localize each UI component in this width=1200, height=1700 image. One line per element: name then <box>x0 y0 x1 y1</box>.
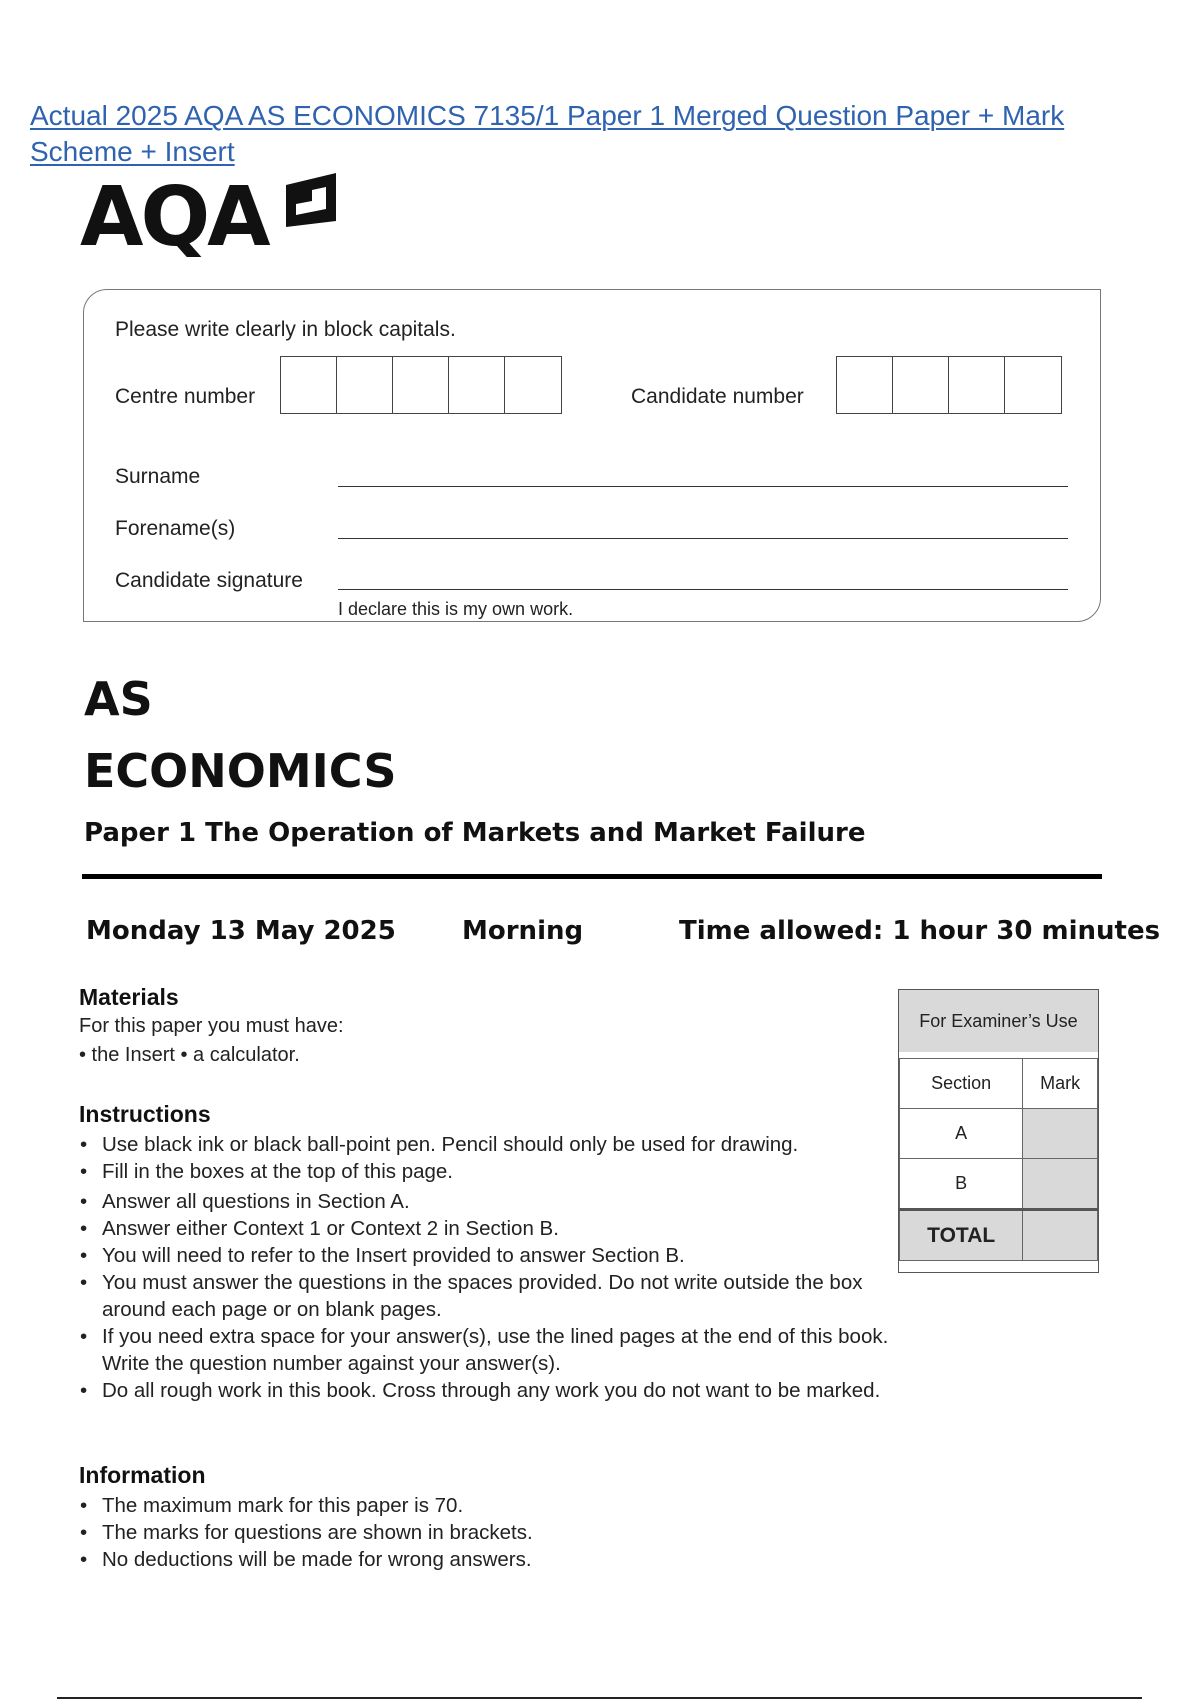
candidate-number-digit[interactable] <box>949 357 1005 413</box>
total-mark-cell <box>1023 1210 1098 1261</box>
exam-session: Morning <box>462 916 584 946</box>
candidate-number-boxes[interactable] <box>836 356 1062 414</box>
time-allowed: Time allowed: 1 hour 30 minutes <box>679 916 1161 946</box>
list-item: • Answer either Context 1 or Context 2 in Section B. <box>78 1215 908 1242</box>
centre-number-digit[interactable] <box>393 357 449 413</box>
examiner-use-table <box>898 989 1099 1273</box>
list-item: • Answer all questions in Section A. <box>78 1188 908 1215</box>
section-a-mark-cell <box>1023 1109 1098 1159</box>
candidate-number-label: Candidate number <box>631 385 804 408</box>
information-list <box>78 1492 838 1573</box>
centre-number-digit[interactable] <box>337 357 393 413</box>
materials-intro: For this paper you must have: <box>79 1015 344 1037</box>
centre-number-digit[interactable] <box>281 357 337 413</box>
list-item: • If you need extra space for your answer(s), use the lined pages at the end of this book. Write the question number against your answer(s). <box>78 1323 932 1377</box>
section-column-header: Section <box>900 1059 1023 1109</box>
information-heading: Information <box>79 1462 206 1488</box>
aqa-flag-logo-icon <box>282 171 342 229</box>
centre-number-label: Centre number <box>115 385 256 408</box>
section-b-label: B <box>900 1159 1023 1210</box>
page-footer-rule <box>57 1697 1142 1699</box>
logo-text: AQA <box>80 170 268 265</box>
qualification-level: AS <box>84 672 153 726</box>
surname-label: Surname <box>115 465 201 488</box>
candidate-number-digit[interactable] <box>1005 357 1061 413</box>
centre-number-boxes[interactable] <box>280 356 562 414</box>
list-item: • Fill in the boxes at the top of this page. <box>78 1158 908 1185</box>
forenames-field[interactable] <box>338 538 1068 539</box>
list-item: • Use black ink or black ball-point pen. Pencil should only be used for drawing. <box>78 1131 908 1158</box>
materials-items: • the Insert • a calculator. <box>79 1044 300 1066</box>
list-item: • No deductions will be made for wrong answers. <box>78 1546 838 1573</box>
forenames-label: Forename(s) <box>115 517 236 540</box>
instructions-heading: Instructions <box>79 1101 211 1127</box>
section-b-mark-cell <box>1023 1159 1098 1210</box>
list-item: • You will need to refer to the Insert provided to answer Section B. <box>78 1242 908 1269</box>
block-capitals-instruction: Please write clearly in block capitals. <box>115 318 456 341</box>
signature-field[interactable] <box>338 589 1068 590</box>
instructions-list <box>78 1131 908 1404</box>
mark-column-header: Mark <box>1023 1059 1098 1109</box>
paper-title: Paper 1 The Operation of Markets and Market Failure <box>84 818 866 848</box>
centre-number-digit[interactable] <box>505 357 561 413</box>
document-title-link[interactable]: Actual 2025 AQA AS ECONOMICS 7135/1 Paper 1 Merged Question Paper + Mark Scheme + Insert <box>30 100 1065 167</box>
examiner-use-header: For Examiner’s Use <box>899 990 1098 1058</box>
list-item: • The marks for questions are shown in brackets. <box>78 1519 838 1546</box>
declaration-text: I declare this is my own work. <box>338 599 574 619</box>
signature-label: Candidate signature <box>115 569 303 592</box>
materials-heading: Materials <box>79 984 179 1010</box>
candidate-number-digit[interactable] <box>837 357 893 413</box>
exam-date: Monday 13 May 2025 <box>86 916 396 946</box>
candidate-number-digit[interactable] <box>893 357 949 413</box>
aqa-logo <box>80 168 350 268</box>
centre-number-digit[interactable] <box>449 357 505 413</box>
surname-field[interactable] <box>338 486 1068 487</box>
subject-title: ECONOMICS <box>84 744 397 798</box>
list-item: • You must answer the questions in the spaces provided. Do not write outside the box around each page or on blank pages. <box>78 1269 892 1323</box>
section-a-label: A <box>900 1109 1023 1159</box>
total-label: TOTAL <box>900 1210 1023 1261</box>
title-divider <box>82 874 1102 879</box>
list-item: • The maximum mark for this paper is 70. <box>78 1492 838 1519</box>
list-item: • Do all rough work in this book. Cross through any work you do not want to be marked. <box>78 1377 902 1404</box>
